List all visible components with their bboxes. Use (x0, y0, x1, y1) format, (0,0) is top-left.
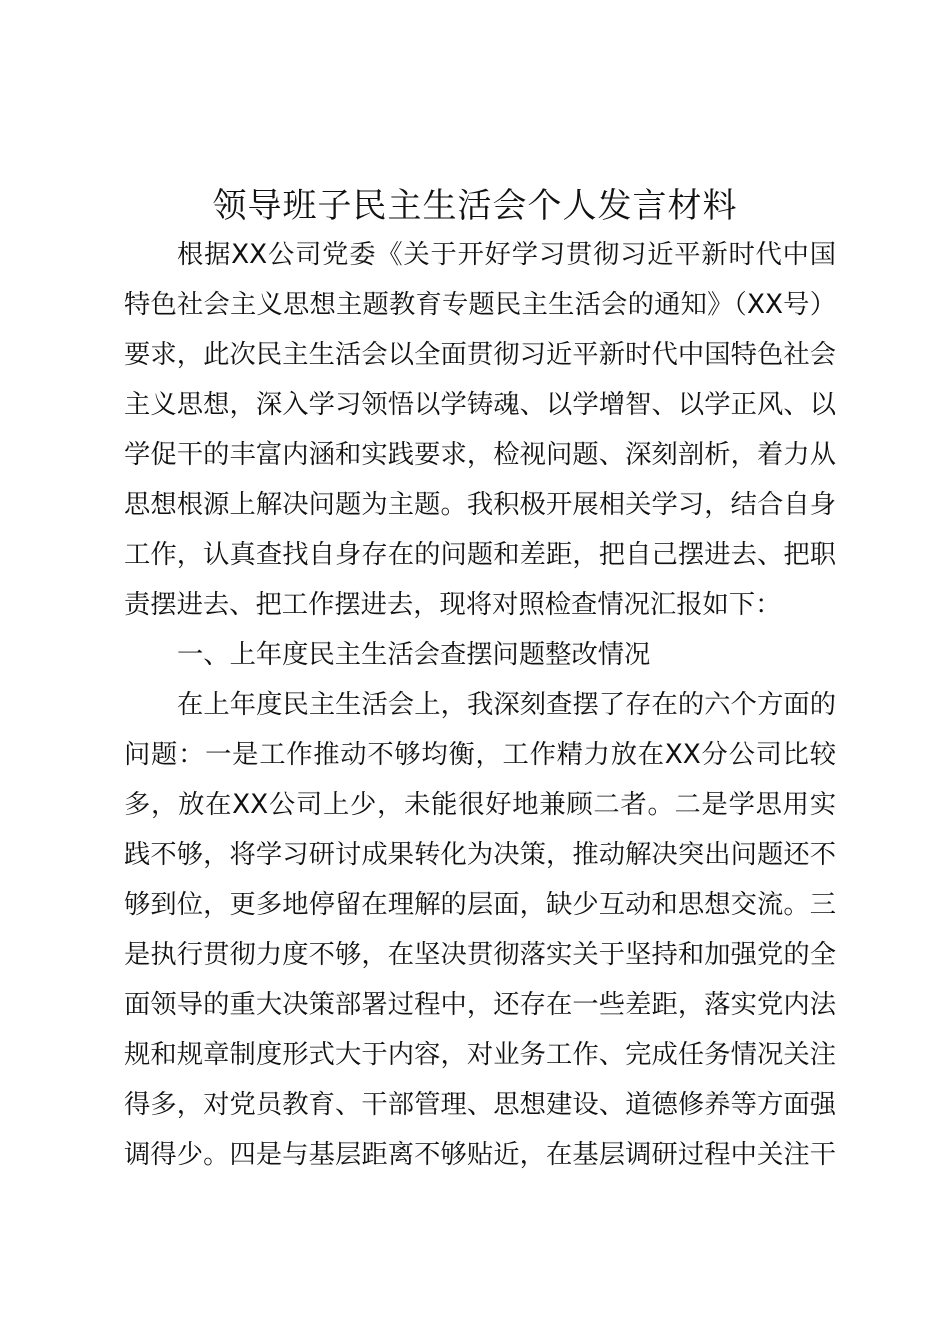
document-body (124, 230, 836, 1180)
paragraph-line: 工作，认真查找自身存在的问题和差距，把自己摆进去、把职 (124, 540, 836, 570)
paragraph-line: 问题：一是工作推动不够均衡，工作精力放在XX分公司比较 (124, 740, 836, 770)
paragraph-line: 面领导的重大决策部署过程中，还存在一些差距，落实党内法 (124, 990, 836, 1020)
paragraph-line: 学促干的丰富内涵和实践要求，检视问题、深刻剖析，着力从 (124, 440, 836, 470)
section-heading: 一、上年度民主生活会查摆问题整改情况 (177, 640, 651, 670)
paragraph-line: 主义思想，深入学习领悟以学铸魂、以学增智、以学正风、以 (124, 390, 836, 420)
paragraph-line: 根据XX公司党委《关于开好学习贯彻习近平新时代中国 (177, 240, 836, 270)
paragraph-line: 责摆进去、把工作摆进去，现将对照检查情况汇报如下： (124, 590, 782, 620)
document-title: 领导班子民主生活会个人发言材料 (212, 186, 738, 226)
paragraph-line: 调得少。四是与基层距离不够贴近，在基层调研过程中关注干 (124, 1140, 836, 1170)
paragraph-line: 得多，对党员教育、干部管理、思想建设、道德修养等方面强 (124, 1090, 836, 1120)
paragraph-line: 规和规章制度形式大于内容，对业务工作、完成任务情况关注 (124, 1040, 836, 1070)
paragraph-line: 特色社会主义思想主题教育专题民主生活会的通知》（XX号） (124, 290, 836, 320)
paragraph-line: 是执行贯彻力度不够，在坚决贯彻落实关于坚持和加强党的全 (124, 940, 836, 970)
paragraph-line: 多，放在XX公司上少，未能很好地兼顾二者。二是学思用实 (124, 790, 836, 820)
paragraph-line: 够到位，更多地停留在理解的层面，缺少互动和思想交流。三 (124, 890, 836, 920)
paragraph-line: 思想根源上解决问题为主题。我积极开展相关学习，结合自身 (124, 490, 836, 520)
paragraph-line: 践不够，将学习研讨成果转化为决策，推动解决突出问题还不 (124, 840, 836, 870)
paragraph-line: 在上年度民主生活会上，我深刻查摆了存在的六个方面的 (177, 690, 836, 720)
paragraph-line: 要求，此次民主生活会以全面贯彻习近平新时代中国特色社会 (124, 340, 836, 370)
